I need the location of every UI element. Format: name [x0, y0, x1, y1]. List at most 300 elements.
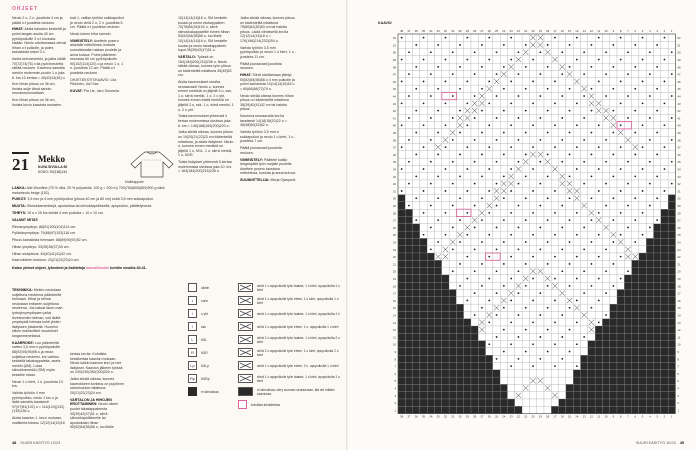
purl-dot [547, 88, 549, 90]
purl-dot [627, 73, 629, 75]
chart-cell [588, 202, 595, 209]
chart-cell [559, 392, 566, 399]
chart-cell [522, 363, 529, 370]
chart-cell [405, 246, 412, 253]
page-number-right: 49 [679, 441, 684, 445]
purl-dot [532, 321, 534, 323]
chart-cell [456, 34, 463, 41]
chart-cell [588, 290, 595, 297]
row-number: 31 [392, 189, 396, 194]
chart-cell [639, 275, 646, 282]
chart-cell [405, 333, 412, 340]
chart-cell [617, 158, 624, 165]
right-page [348, 0, 696, 450]
chart-cell [610, 180, 617, 187]
chart-cell [522, 341, 529, 348]
chart-cell [668, 224, 675, 231]
chart-cell [639, 341, 646, 348]
chart-cell [646, 253, 653, 260]
chart-cell [529, 136, 536, 143]
chart-cell [508, 151, 515, 158]
chart-cell [646, 297, 653, 304]
paragraph: Kavenna seuraavalla krs:lla tasaisesti 14(18)18(20)22 o = 46(48)50(52)52 o. [240, 114, 287, 128]
chart-cell [449, 297, 456, 304]
chart-cell [478, 136, 485, 143]
column-number: 32 [443, 29, 448, 33]
chart-cell [420, 311, 427, 318]
chart-cell [493, 275, 500, 282]
chart-cell [413, 399, 420, 406]
chart-cell [551, 202, 558, 209]
chart-cell [515, 399, 522, 406]
chart-cell [602, 63, 609, 70]
chart-cell [551, 246, 558, 253]
chart-cell [668, 311, 675, 318]
purl-dot [401, 59, 403, 61]
purl-dot [576, 168, 578, 170]
purl-dot [605, 314, 607, 316]
row-number: 41 [677, 116, 681, 121]
chart-cell [595, 136, 602, 143]
chart-cell [624, 406, 631, 413]
row-number: 33 [392, 174, 396, 179]
chart-cell [449, 392, 456, 399]
chart-cell [654, 268, 661, 275]
chart-cell [573, 333, 580, 340]
chart-cell [646, 399, 653, 406]
purl-dot [518, 292, 520, 294]
chart-cell [500, 355, 507, 362]
purl-dot [496, 183, 498, 185]
purl-dot [554, 256, 556, 258]
chart-cell [624, 260, 631, 267]
chart-cell [624, 377, 631, 384]
column-number: 8 [619, 29, 622, 33]
chart-cell [639, 406, 646, 413]
chart-cell [471, 238, 478, 245]
chart-cell [544, 253, 551, 260]
purl-dot [591, 307, 593, 309]
purl-dot [634, 154, 636, 156]
purl-dot [459, 88, 461, 90]
chart-cell [624, 209, 631, 216]
row-number: 37 [677, 145, 681, 150]
chart-cell [464, 202, 471, 209]
purl-dot [649, 139, 651, 141]
purl-dot [627, 205, 629, 207]
purl-dot [510, 212, 512, 214]
chart-cell [405, 363, 412, 370]
chart-cell [435, 392, 442, 399]
purl-dot [510, 190, 512, 192]
chart-cell [471, 341, 478, 348]
chart-cell [624, 363, 631, 370]
row-number: 34 [677, 167, 681, 172]
chart-cell [486, 326, 493, 333]
chart-cell [559, 41, 566, 48]
purl-dot [598, 212, 600, 214]
chart-cell [442, 71, 449, 78]
purl-dot [474, 139, 476, 141]
chart-cell [405, 290, 412, 297]
purl-dot [452, 73, 454, 75]
chart-cell [602, 348, 609, 355]
chart-cell [624, 341, 631, 348]
chart-cell [471, 144, 478, 151]
chart-cell [435, 165, 442, 172]
chart-cell [551, 41, 558, 48]
purl-dot [671, 51, 673, 53]
row-number: 19 [677, 277, 681, 282]
purl-dot [430, 73, 432, 75]
chart-cell [544, 377, 551, 384]
purl-dot [561, 314, 563, 316]
chart-cell [646, 129, 653, 136]
chart-cell [632, 282, 639, 289]
chart-cell [624, 85, 631, 92]
chart-cell [566, 406, 573, 413]
purl-dot [452, 139, 454, 141]
chart-cell [595, 370, 602, 377]
purl-dot [415, 154, 417, 156]
chart-cell [668, 165, 675, 172]
chart-cell [551, 333, 558, 340]
purl-dot [408, 161, 410, 163]
purl-dot [634, 110, 636, 112]
column-number: 21 [524, 29, 528, 33]
chart-cell [464, 304, 471, 311]
chart-cell [588, 384, 595, 391]
chart-cell [573, 377, 580, 384]
page-number-left: 48 [12, 441, 17, 445]
chart-cell [559, 231, 566, 238]
column-number: 22 [516, 29, 521, 33]
chart-cell [442, 399, 449, 406]
note-link[interactable]: kaneatitsuhin [86, 266, 110, 270]
chart-cell [595, 363, 602, 370]
chart-cell [471, 85, 478, 92]
legend-label: M1L [201, 337, 208, 342]
chart-cell [449, 290, 456, 297]
chart-cell [522, 355, 529, 362]
purl-dot [503, 110, 505, 112]
chart-cell [398, 114, 405, 121]
legend-row [188, 348, 208, 357]
chart-cell [617, 348, 624, 355]
chart-cell [398, 319, 405, 326]
chart-cell [551, 151, 558, 158]
purl-dot [496, 73, 498, 75]
chart-cell [486, 392, 493, 399]
purl-dot [569, 307, 571, 309]
purl-dot [591, 175, 593, 177]
chart-cell [398, 41, 405, 48]
purl-dot [488, 168, 490, 170]
chart-cell [559, 399, 566, 406]
paragraph: HIHAT: Siirrä odottamaan jätetyt 50(52)54(56)58 o 4 mm puikolle ja poimi kainalosta 10(14)14(16)16 o = 60(66)68(72)74 o. [240, 73, 295, 91]
chart-cell [654, 187, 661, 194]
column-number: 6 [634, 414, 637, 419]
chart-cell [588, 224, 595, 231]
chart-cell [544, 187, 551, 194]
chart-cell [413, 202, 420, 209]
chart-cell [427, 348, 434, 355]
chart-cell [529, 311, 536, 318]
chart-cell [646, 144, 653, 151]
chart-cell [581, 384, 588, 391]
chart-cell [654, 333, 661, 340]
purl-dot [569, 263, 571, 265]
purl-dot [591, 132, 593, 134]
chart-cell [449, 260, 456, 267]
chart-cell [398, 333, 405, 340]
chart-cell [617, 63, 624, 70]
chart-cell [508, 384, 515, 391]
purl-dot [656, 132, 658, 134]
chart-cell [661, 92, 668, 99]
row-number: 44 [392, 94, 396, 99]
chart-cell [464, 370, 471, 377]
purl-dot [445, 190, 447, 192]
column-number: 36 [414, 29, 418, 33]
purl-dot [642, 37, 644, 39]
chart-cell [639, 49, 646, 56]
chart-cell [449, 187, 456, 194]
row-number: 48 [677, 65, 681, 70]
purl-dot [547, 44, 549, 46]
purl-dot [576, 278, 578, 280]
chart-cell [551, 217, 558, 224]
purl-dot [583, 227, 585, 229]
chart-cell [471, 151, 478, 158]
row-number: 51 [392, 43, 396, 48]
image-caption: Mallikappale [125, 180, 144, 184]
chart-cell [646, 355, 653, 362]
chart-cell [515, 195, 522, 202]
purl-dot [525, 263, 527, 265]
chart-cell [581, 231, 588, 238]
chart-cell [588, 370, 595, 377]
chart-cell [493, 56, 500, 63]
chart-cell [500, 406, 507, 413]
chart-cell [449, 406, 456, 413]
chart-cell [602, 165, 609, 172]
purl-dot [561, 358, 563, 360]
chart-cell [617, 392, 624, 399]
purl-dot [445, 146, 447, 148]
purl-dot [518, 161, 520, 163]
purl-dot [598, 59, 600, 61]
spec-line: Pylläränympärys: 79(86)97(103)116 cm. [12, 231, 76, 236]
chart-cell [610, 158, 617, 165]
chart-cell [456, 377, 463, 384]
chart-cell [544, 297, 551, 304]
chart-cell [427, 399, 434, 406]
chart-cell [581, 348, 588, 355]
chart-cell [456, 136, 463, 143]
chart-cell [573, 260, 580, 267]
chart-cell [508, 392, 515, 399]
chart-cell [405, 377, 412, 384]
purl-dot [612, 132, 614, 134]
paragraph: KAARROKE: Luo päänteeltä varten 3,5 mm:n pyöröpuikolle 88(92)94(96)98 o ja neulo suljettua neuleesi, krs vaihtuu keskeltä takakappaletta, aseta merkki (AM). Loiaa silmukkamerkki (SM) myös keskelle etaan. [12, 340, 61, 377]
chart-cell [566, 92, 573, 99]
row-number: 21 [677, 262, 681, 267]
chart-cell [529, 290, 536, 297]
right-footer [636, 441, 684, 445]
purl-dot [430, 117, 432, 119]
chart-cell [508, 377, 515, 384]
chart-cell [427, 363, 434, 370]
legend-row [188, 309, 208, 318]
chart-cell [413, 144, 420, 151]
chart-cell [537, 238, 544, 245]
purl-dot [539, 205, 541, 207]
legend-symbol-icon: \ [188, 322, 197, 331]
purl-dot [423, 59, 425, 61]
chart-cell [427, 129, 434, 136]
purl-dot [525, 154, 527, 156]
chart-cell [413, 348, 420, 355]
purl-dot [481, 110, 483, 112]
chart-cell [515, 122, 522, 129]
legend-symbol-icon [188, 283, 197, 292]
purl-dot [576, 124, 578, 126]
chart-cell [654, 238, 661, 245]
chart-cell [551, 304, 558, 311]
purl-dot [430, 51, 432, 53]
row-number: 4 [677, 386, 679, 391]
chart-cell [456, 406, 463, 413]
chart-cell [581, 41, 588, 48]
chart-cell [486, 173, 493, 180]
chart-cell [537, 326, 544, 333]
chart-cell [661, 355, 668, 362]
chart-cell [559, 297, 566, 304]
paragraph: Aseta kerrosmerkki, ja jatka näillä 70(72)74(76) o:lla pyöröneuletta sileää neuloen. Kavenna samalla merkin molemmin puolin 1 o joka 6. krs 10 kertaa = 40(42)44(46) o. [12, 57, 66, 80]
chart-cell [471, 122, 478, 129]
chart-cell [449, 363, 456, 370]
purl-dot [452, 227, 454, 229]
chart-cell [661, 363, 668, 370]
purl-dot [642, 102, 644, 104]
chart-cell [449, 151, 456, 158]
paragraph: Päätä joustavasti joustinta neuloen. [240, 61, 282, 71]
chart-cell [588, 355, 595, 362]
chart-cell [522, 78, 529, 85]
chart-cell [493, 41, 500, 48]
chart-cell [559, 144, 566, 151]
chart-cell [522, 180, 529, 187]
chart-cell [398, 136, 405, 143]
row-number: 7 [394, 364, 396, 369]
legend-row [188, 322, 206, 331]
chart-cell [493, 392, 500, 399]
purl-dot [612, 285, 614, 287]
legend-label: nurin [201, 298, 209, 303]
purl-dot [649, 205, 651, 207]
chart-cell [413, 268, 420, 275]
chart-cell [405, 370, 412, 377]
chart-cell [646, 333, 653, 340]
purl-dot [598, 300, 600, 302]
chart-cell [486, 224, 493, 231]
chart-cell [668, 363, 675, 370]
purl-dot [649, 183, 651, 185]
column-number: 16 [560, 414, 564, 419]
chart-cell [639, 136, 646, 143]
chart-cell [573, 49, 580, 56]
purl-dot [569, 88, 571, 90]
chart-cell [456, 268, 463, 275]
chart-cell [537, 100, 544, 107]
row-number: 42 [392, 109, 396, 114]
chart-cell [661, 136, 668, 143]
purl-dot [598, 278, 600, 280]
purl-dot [532, 234, 534, 236]
chart-cell [617, 71, 624, 78]
chart-cell [639, 355, 646, 362]
spec-line: Rinnanympärys: 86(91)100(104)114 cm. [12, 224, 77, 229]
chart-cell [442, 202, 449, 209]
chart-cell [588, 49, 595, 56]
chart-cell [398, 195, 405, 202]
purl-dot [532, 278, 534, 280]
chart-cell [654, 92, 661, 99]
chart-cell [588, 392, 595, 399]
chart-cell [632, 275, 639, 282]
chart-cell [493, 319, 500, 326]
chart-cell [588, 406, 595, 413]
chart-cell [442, 290, 449, 297]
chart-cell [646, 326, 653, 333]
chart-cell [398, 231, 405, 238]
chart-cell [639, 63, 646, 70]
chart-cell [559, 304, 566, 311]
purl-dot [569, 66, 571, 68]
chart-cell [456, 202, 463, 209]
chart-cell [668, 384, 675, 391]
chart-cell [486, 363, 493, 370]
chart-cell [602, 399, 609, 406]
purl-dot [576, 212, 578, 214]
purl-dot [488, 212, 490, 214]
purl-dot [474, 161, 476, 163]
chart-cell [493, 370, 500, 377]
chart-cell [566, 165, 573, 172]
chart-cell [420, 129, 427, 136]
chart-cell [413, 165, 420, 172]
purl-dot [598, 124, 600, 126]
row-number: 35 [677, 160, 681, 165]
column-number: 8 [619, 414, 622, 419]
chart-cell [500, 363, 507, 370]
chart-cell [486, 282, 493, 289]
chart-cell [405, 406, 412, 413]
chart-cell [500, 100, 507, 107]
chart-cell [617, 92, 624, 99]
chart-cell [478, 348, 485, 355]
chart-cell [500, 290, 507, 297]
chart-cell [566, 319, 573, 326]
chart-cell [661, 85, 668, 92]
purl-dot [664, 37, 666, 39]
spec-line: MUUTA: Silmukkamerkkejä, apulankaa tai silmukkapidikkeitä, apupuikko, päättelyneula. [12, 204, 153, 209]
legend-label: ei silmukkaa [201, 389, 219, 394]
paragraph: Jatka sileää oikeaa, kunnes pituus on 19(20)21(22)23 cm kädenteiltä mitattuna, ja aloita lisäykset: Neulo o, kunnes ennen merkkiä on jäljellä 1 o, M1L, 1 o, siirrä merkki, 1 o, M1R. [178, 130, 234, 158]
purl-dot [466, 124, 468, 126]
purl-dot [445, 234, 447, 236]
